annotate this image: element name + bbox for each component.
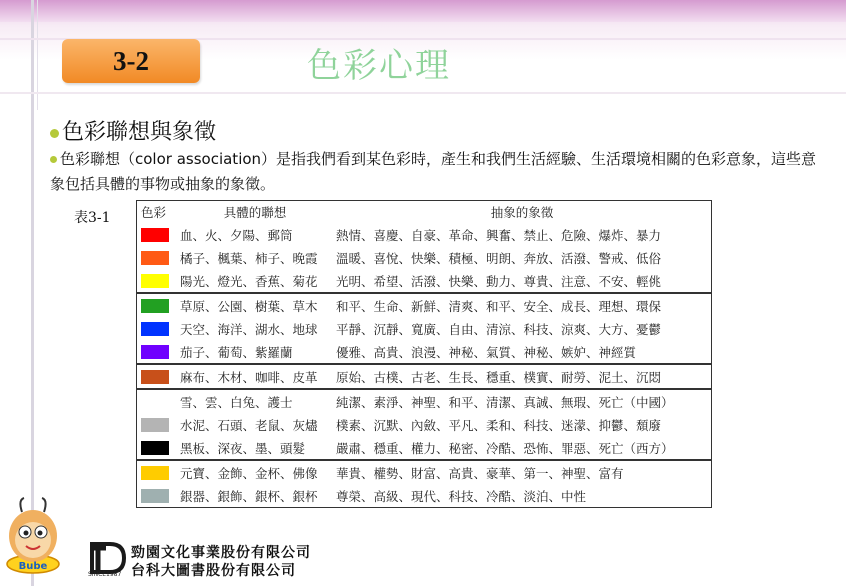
mascot-text: Bube (18, 561, 48, 572)
decor-horizontal-line-lower (0, 92, 846, 94)
table-header-row (137, 201, 712, 224)
concrete-association: 血、火、夕陽、郵筒 (180, 227, 293, 243)
bube-mascot-logo (2, 494, 64, 576)
color-swatch (141, 441, 169, 455)
bullet-dot-icon (50, 156, 57, 163)
color-swatch (141, 345, 169, 359)
table-row (137, 436, 712, 460)
header-concrete: 具體的聯想 (223, 205, 287, 220)
table-row (137, 293, 712, 317)
color-swatch (141, 489, 169, 503)
abstract-symbolism: 熱情、喜慶、自豪、革命、興奮、禁止、危險、爆炸、暴力 (336, 227, 662, 243)
abstract-symbolism: 光明、希望、活潑、快樂、動力、尊貴、注意、不安、輕佻 (336, 273, 662, 289)
top-gradient-band (0, 0, 846, 22)
color-swatch-cell (137, 340, 178, 364)
color-swatch (141, 322, 169, 336)
header-color: 色彩 (141, 205, 167, 220)
table-row (137, 223, 712, 246)
color-swatch (141, 274, 169, 288)
color-swatch-cell (137, 389, 178, 413)
color-swatch (141, 251, 169, 265)
body-paragraph (50, 147, 820, 197)
abstract-symbolism: 尊榮、高級、現代、科技、冷酷、淡泊、中性 (336, 488, 587, 504)
color-swatch (141, 370, 169, 384)
concrete-association: 雪、雲、白兔、護士 (177, 389, 333, 413)
color-swatch (141, 466, 169, 480)
bullet-dot-icon (50, 129, 59, 138)
color-swatch (141, 395, 169, 409)
color-swatch-cell (137, 460, 178, 484)
color-swatch-cell (137, 246, 178, 269)
color-swatch-cell (137, 223, 178, 246)
concrete-association: 水泥、石頭、老鼠、灰燼 (180, 417, 318, 433)
color-swatch-cell (137, 484, 178, 508)
section-number-badge: 3-2 (62, 39, 200, 83)
color-swatch (141, 299, 169, 313)
table-row (137, 460, 712, 484)
table-row (137, 317, 712, 340)
abstract-symbolism: 原始、古樸、古老、生長、穩重、樸實、耐勞、泥土、沉悶 (333, 364, 712, 389)
abstract-symbolism: 嚴肅、穩重、權力、秘密、冷酷、恐怖、罪惡、死亡（西方） (336, 440, 674, 456)
table-row (137, 484, 712, 508)
color-swatch-cell (137, 269, 178, 293)
color-swatch-cell (137, 436, 178, 460)
color-swatch-cell (137, 293, 178, 317)
concrete-association: 草原、公園、樹葉、草木 (177, 293, 333, 317)
table-row (137, 340, 712, 364)
concrete-association: 元寶、金飾、金杯、佛像 (177, 460, 333, 484)
since-label: SINCE1987 (88, 571, 122, 578)
publisher-name-1: 勁園文化事業股份有限公司 (131, 545, 311, 561)
color-swatch (141, 418, 169, 432)
heading-text: 色彩聯想與象徵 (62, 120, 217, 145)
abstract-symbolism: 華貴、權勢、財富、高貴、豪華、第一、神聖、富有 (333, 460, 712, 484)
slide-title: 色彩心理 (307, 46, 451, 86)
abstract-symbolism: 優雅、高貴、浪漫、神秘、氣質、神秘、嫉妒、神經質 (336, 344, 637, 360)
concrete-association: 黑板、深夜、墨、頭髮 (180, 440, 306, 456)
table-row (137, 413, 712, 436)
concrete-association: 麻布、木材、咖啡、皮革 (177, 364, 333, 389)
abstract-symbolism: 樸素、沉默、內斂、平凡、柔和、科技、迷濛、抑鬱、頹廢 (336, 417, 662, 433)
color-swatch-cell (137, 317, 178, 340)
concrete-association: 茄子、葡萄、紫羅蘭 (180, 344, 293, 360)
concrete-association: 天空、海洋、湖水、地球 (180, 321, 318, 337)
heading-bullet (50, 115, 216, 146)
concrete-association: 銀器、銀飾、銀杯、銀杯 (180, 488, 318, 504)
paragraph-text: 色彩聯想（color association）是指我們看到某色彩時，產生和我們生活經驗、生活環境相關的色彩意象，這些意象包括具體的事物或抽象的象徵。 (50, 150, 817, 193)
concrete-association: 橘子、楓葉、柿子、晚霞 (180, 250, 318, 266)
header-abstract: 抽象的象徵 (490, 205, 554, 220)
publisher-name-2: 台科大圖書股份有限公司 (131, 563, 296, 579)
color-swatch-cell (137, 364, 178, 389)
abstract-symbolism: 和平、生命、新鮮、清爽、和平、安全、成長、理想、環保 (333, 293, 712, 317)
abstract-symbolism: 溫暖、喜悅、快樂、積極、明朗、奔放、活潑、警戒、低俗 (336, 250, 662, 266)
table-row (137, 246, 712, 269)
color-swatch (141, 228, 169, 242)
table-row (137, 364, 712, 389)
abstract-symbolism: 純潔、素淨、神聖、和平、清潔、真誠、無瑕、死亡（中國） (333, 389, 712, 413)
color-swatch-cell (137, 413, 178, 436)
color-association-table (136, 200, 712, 508)
table-row (137, 269, 712, 293)
table-row (137, 389, 712, 413)
table-label: 表3-1 (74, 210, 111, 226)
concrete-association: 陽光、燈光、香蕉、菊花 (180, 273, 318, 289)
abstract-symbolism: 平靜、沉靜、寬廣、自由、清涼、科技、涼爽、大方、憂鬱 (336, 321, 662, 337)
